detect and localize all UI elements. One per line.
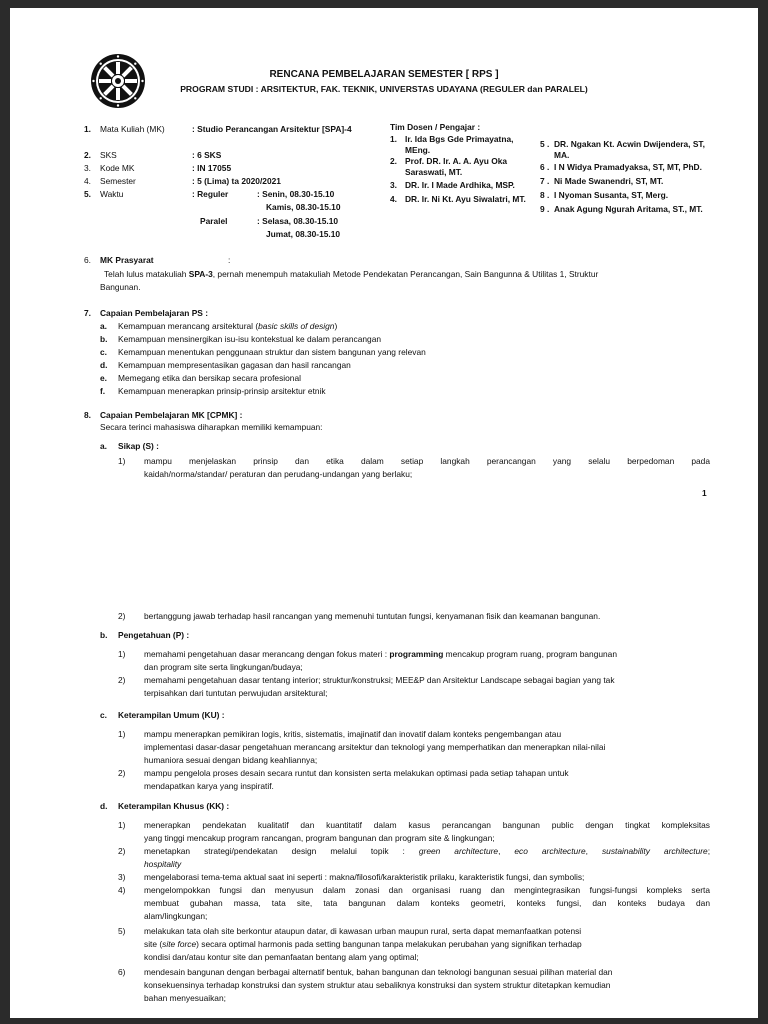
dosen-item: 1. Ir. Ida Bgs Gde Primayatna, MEng. <box>390 134 514 155</box>
document-title: RENCANA PEMBELAJARAN SEMESTER [ RPS ] <box>269 69 499 80</box>
kk-3-number: 3) <box>118 872 126 882</box>
pengetahuan-letter: b. <box>100 630 108 640</box>
waktu-reguler-1: : Senin, 08.30-15.10 <box>257 189 335 199</box>
prasyarat-text-line2: Bangunan. <box>100 282 141 292</box>
sikap-label: Sikap (S) : <box>118 441 159 451</box>
pengetahuan-1-line2: dan program site serta lingkungan/budaya; <box>144 662 303 672</box>
kk-5-line1: melakukan tata olah site berkontur ataupun datar, di kawasan urban maupun rural, serta dapat memanfaatkan potensi <box>144 926 582 936</box>
prasyarat-text: Telah lulus matakuliah SPA-3, pernah menempuh matakuliah Metode Pendekatan Perancangan, Sain Bangunna & Utilitas 1, Struktur <box>104 269 599 279</box>
prasyarat-number: 6. <box>84 255 91 265</box>
cpmk-intro: Secara terinci mahasiswa diharapkan memiliki kemampuan: <box>100 422 323 432</box>
sks-number: 2. <box>84 150 91 160</box>
cpl-number: 7. <box>84 308 91 318</box>
dosen-item: 2. Prof. DR. Ir. A. A. Ayu Oka Saraswati, MT. <box>390 156 508 177</box>
cpl-item: d. Kemampuan mempresentasikan gagasan dan hasil rancangan <box>100 360 351 370</box>
dosen-list-right <box>540 139 750 215</box>
waktu-paralel-1: : Selasa, 08.30-15.10 <box>257 216 339 226</box>
prasyarat-colon: : <box>228 255 231 265</box>
semester-number: 4. <box>84 176 91 186</box>
cpl-item: a. Kemampuan merancang arsitektural (basic skills of design) <box>100 321 338 331</box>
cpl-item: e. Memegang etika dan bersikap secara profesional <box>100 373 301 383</box>
sikap-letter: a. <box>100 441 107 451</box>
prasyarat-label: MK Prasyarat <box>100 255 154 265</box>
kk-1-line2: yang tinggi mencakup program rancangan, program bangunan dan program site & lingkungan; <box>144 833 495 843</box>
document-page <box>10 8 758 1018</box>
waktu-paralel-2: Jumat, 08.30-15.10 <box>266 229 341 239</box>
dosen-list-left <box>390 134 540 205</box>
sikap-1-number: 1) <box>118 456 126 466</box>
pengetahuan-2-line1: memahami pengetahuan dasar tentang interior; struktur/konstruksi; MEE&P dan Arsitektur Landscape sebagai bagian yang tak <box>144 675 615 685</box>
ku-2-line2: mendapatkan karya yang inspiratif. <box>144 781 274 791</box>
sikap-1-line2: kaidah/norma/standar/ peraturan dan perudang-undangan yang berlaku; <box>144 469 413 479</box>
kk-2-line1: menetapkan strategi/pendekatan design melalui topik : green architecture, eco architecture, sustainability architecture; <box>144 846 711 856</box>
kk-6-line3: bahan menyesuaikan; <box>144 993 226 1003</box>
pengetahuan-1-line1: memahami pengetahuan dasar merancang dengan fokus materi : programming mencakup program ruang, program bangunan <box>144 649 617 659</box>
kk-4-line2: membuat gubahan massa, tata site, tata bangunan dalam konteks geometri, konteks fungsi, dan konteks budaya dan <box>144 898 710 908</box>
kk-6-line2: konsekuensinya terhadap konstruksi dan system struktur atau sebaliknya konstruksi dan system struktur ditetapkan kemudian <box>144 980 611 990</box>
kk-4-line3: alam/lingkungan; <box>144 911 208 921</box>
waktu-reguler-label: : Reguler <box>192 189 229 199</box>
kk-5-line2: site (site force) secara optimal harmonis pada setting bangunan tanpa melakukan perubahan yang signifikan terhadap <box>144 939 582 949</box>
kk-4-number: 4) <box>118 885 126 895</box>
ku-label: Keterampilan Umum (KU) : <box>118 710 225 720</box>
cpmk-number: 8. <box>84 410 91 420</box>
kk-5-number: 5) <box>118 926 126 936</box>
sks-label: SKS <box>100 150 117 160</box>
cpl-item: c. Kemampuan menentukan penggunaan struktur dan sistem bangunan yang relevan <box>100 347 426 357</box>
kode-label: Kode MK <box>100 163 135 173</box>
semester-label: Semester <box>100 176 136 186</box>
ku-1-line1: mampu menerapkan pemikiran logis, kritis, sistematis, imajinatif dan inovatif dalam konteks pengembangan atau <box>144 729 562 739</box>
dosen-label: Tim Dosen / Pengajar : <box>390 122 481 132</box>
ku-1-number: 1) <box>118 729 126 739</box>
semester-value: : 5 (Lima) ta 2020/2021 <box>192 176 281 186</box>
dosen-item: 8 . I Nyoman Susanta, ST, Merg. <box>540 190 669 200</box>
kk-2-line2: hospitality <box>144 859 182 869</box>
dosen-item: 6 . I N Widya Pramadyaksa, ST, MT, PhD. <box>540 162 702 172</box>
cpmk-label: Capaian Pembelajaran MK [CPMK] : <box>100 410 243 420</box>
kk-1-line1: menerapkan pendekatan kualitatif dan kuantitatif dalam kasus perancangan bangunan public dengan tingkat kompleksitas <box>144 820 710 830</box>
pengetahuan-2-line2: terpisahkan dari tuntutan perwujudan arsitektural; <box>144 688 328 698</box>
document-subtitle: PROGRAM STUDI : ARSITEKTUR, FAK. TEKNIK, UNIVERSTAS UDAYANA (REGULER dan PARALEL) <box>180 84 588 94</box>
kk-4-line1: mengelompokkan fungsi dan menyusun dalam zonasi dan organisasi ruang dan mengintegrasikan fungsi-fungsi kompleks serta <box>144 885 710 895</box>
kk-5-line3: kondisi dan/atau kontur site dan pemanfaatan bentang alam yang optimal; <box>144 952 419 962</box>
cpl-list <box>100 321 720 399</box>
waktu-label: Waktu <box>100 189 124 199</box>
sikap-1-line1: mampu menjelaskan prinsip dan etika dalam setiap langkah perancangan yang selalu berpedoman pada <box>144 456 710 466</box>
cpl-item: f. Kemampuan menerapkan prinsip-prinsip arsitektur etnik <box>100 386 326 396</box>
kode-number: 3. <box>84 163 91 173</box>
cpl-label: Capaian Pembelajaran PS : <box>100 308 208 318</box>
kk-label: Keterampilan Khusus (KK) : <box>118 801 230 811</box>
kk-letter: d. <box>100 801 108 811</box>
ku-2-line1: mampu pengelola proses desain secara runtut dan konsisten serta melakukan optimasi pada setiap tahapan untuk <box>144 768 569 778</box>
mk-value: : Studio Perancangan Arsitektur [SPA]-4 <box>192 124 352 134</box>
dosen-item: 5 . DR. Ngakan Kt. Acwin Dwijendera, ST, MA. <box>540 139 705 160</box>
pengetahuan-1-number: 1) <box>118 649 126 659</box>
dosen-item: 3. DR. Ir. I Made Ardhika, MSP. <box>390 180 515 190</box>
dosen-item: 4. DR. Ir. Ni Kt. Ayu Siwalatri, MT. <box>390 194 526 204</box>
pengetahuan-label: Pengetahuan (P) : <box>118 630 190 640</box>
waktu-reguler-2: Kamis, 08.30-15.10 <box>266 202 341 212</box>
ku-1-line2: implementasi dasar-dasar pengetahuan merancang arsitektur dan teknologi yang memperhatikan dan menerapkan nilai-nilai <box>144 742 606 752</box>
pengetahuan-2-number: 2) <box>118 675 126 685</box>
sikap-2-number: 2) <box>118 611 126 621</box>
waktu-paralel-label: Paralel <box>200 216 228 226</box>
kk-6-number: 6) <box>118 967 126 977</box>
university-seal-logo <box>90 53 146 109</box>
kk-3-text: mengelaborasi tema-tema aktual saat ini seperti : makna/filosofi/karakteristik prilaku, karakteristik fungsi, dan symbolis; <box>144 872 585 882</box>
kk-2-number: 2) <box>118 846 126 856</box>
mk-label: Mata Kuliah (MK) <box>100 124 165 134</box>
page-number: 1 <box>702 488 707 498</box>
ku-1-line3: humaniora sesuai dengan bidang keahliannya; <box>144 755 318 765</box>
kk-6-line1: mendesain bangunan dengan berbagai alternatif bentuk, bahan bangunan dan teknologi bangunan sesuai pilihan material dan <box>144 967 613 977</box>
kk-1-number: 1) <box>118 820 126 830</box>
sks-value: : 6 SKS <box>192 150 222 160</box>
sikap-2-text: bertanggung jawab terhadap hasil rancangan yang memenuhi tuntutan fungsi, kenyamanan fisik dan keamanan bangunan. <box>144 611 601 621</box>
dosen-item: 9 . Anak Agung Ngurah Aritama, ST., MT. <box>540 204 703 214</box>
ku-letter: c. <box>100 710 107 720</box>
dosen-item: 7 . Ni Made Swanendri, ST, MT. <box>540 176 664 186</box>
kode-value: : IN 17055 <box>192 163 232 173</box>
ku-2-number: 2) <box>118 768 126 778</box>
mk-number: 1. <box>84 124 91 134</box>
cpl-item: b. Kemampuan mensinergikan isu-isu kontekstual ke dalam perancangan <box>100 334 382 344</box>
waktu-number: 5. <box>84 189 91 199</box>
